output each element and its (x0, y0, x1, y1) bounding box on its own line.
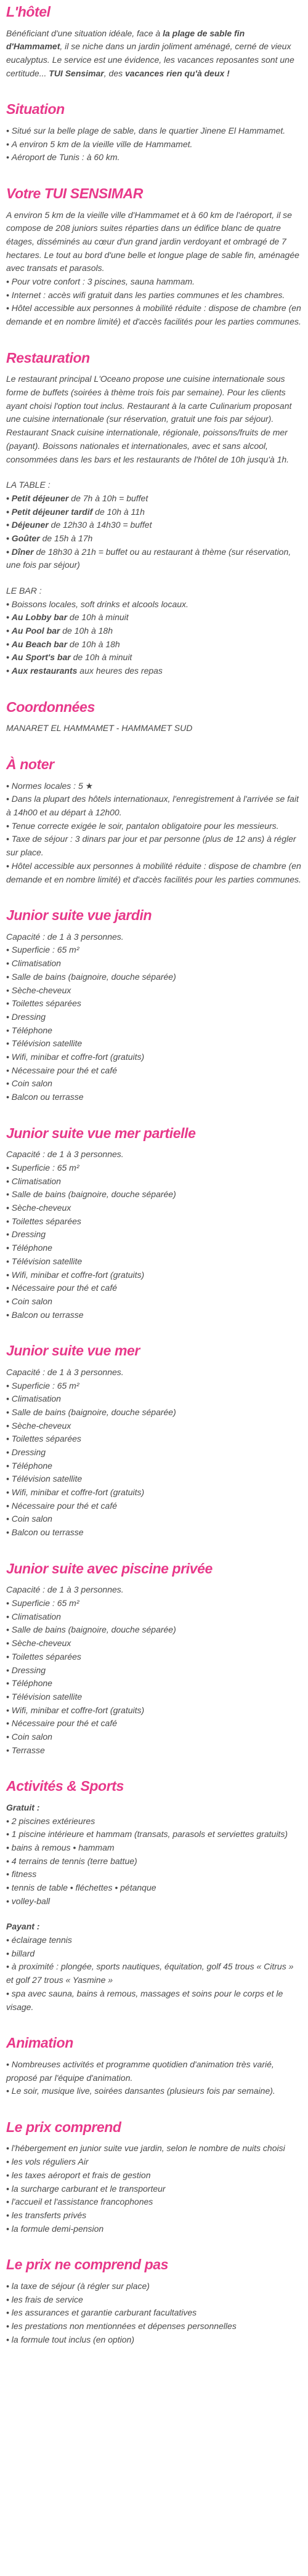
meal-name: Goûter (11, 533, 40, 543)
list-item: • Toilettes séparées (6, 1650, 302, 1664)
bar-time: de 10h à 18h (67, 639, 120, 649)
list-item: • tennis de table • fléchettes • pétanque (6, 1881, 302, 1895)
list-item: • Toilettes séparées (6, 1215, 302, 1229)
list-item: • volley-ball (6, 1895, 302, 1908)
list-item: • Balcon ou terrasse (6, 1309, 302, 1322)
bar-name: Au Lobby bar (11, 612, 68, 623)
list-item (6, 506, 302, 519)
suite-capacity: Capacité : de 1 à 3 personnes. (6, 1367, 124, 1377)
list-item: • Nécessaire pour thé et café (6, 1717, 302, 1730)
list-item: • Internet : accès wifi gratuit dans les parties communes et les chambres. (6, 289, 302, 302)
votre-list (6, 275, 302, 329)
suite-amenities-list (6, 1597, 302, 1757)
list-item: • billard (6, 1947, 302, 1961)
list-item: • Coin salon (6, 1295, 302, 1309)
bar-name: Au Sport's bar (11, 652, 71, 663)
list-item: • Salle de bains (baignoire, douche séparée) (6, 1623, 302, 1637)
hotel-intro-mid: , il se niche dans un jardin joliment aménagé, cerné de vieux eucalyptus. Le service est une évidence, les vacances reposantes sont une certitude... (6, 41, 294, 78)
list-item (6, 664, 302, 678)
list-item: • 4 terrains de tennis (terre battue) (6, 1855, 302, 1868)
activites-free-title: Gratuit : (6, 1802, 40, 1812)
meal-name: Déjeuner (11, 520, 49, 530)
list-item: • la taxe de séjour (à régler sur place) (6, 2280, 302, 2293)
bar-list (6, 598, 302, 678)
section-suite-mer (6, 1343, 302, 1540)
list-item: • les assurances et garantie carburant facultatives (6, 2306, 302, 2320)
list-item: • la surcharge carburant et le transporteur (6, 2182, 302, 2196)
list-item: • Téléphone (6, 1677, 302, 1690)
list-item: • Nécessaire pour thé et café (6, 1064, 302, 1078)
section-title-suite-piscine-privee: Junior suite avec piscine privée (6, 1560, 213, 1577)
list-item: • Coin salon (6, 1077, 302, 1091)
situation-list (6, 124, 302, 164)
list-item: • Climatisation (6, 957, 302, 971)
list-item: • Terrasse (6, 1744, 302, 1758)
list-item: • Téléphone (6, 1242, 302, 1255)
list-item: • Sèche-cheveux (6, 1637, 302, 1650)
section-prix-ne-comprend-pas (6, 2256, 302, 2346)
list-item: • Salle de bains (baignoire, douche séparée) (6, 1406, 302, 1419)
list-item: • Nécessaire pour thé et café (6, 1282, 302, 1295)
list-item: • Aéroport de Tunis : à 60 km. (6, 151, 302, 164)
prix-ne-comprend-list (6, 2280, 302, 2346)
list-item: • Télévision satellite (6, 1255, 302, 1269)
list-item: • Hôtel accessible aux personnes à mobilité réduite : dispose de chambre (en demande et en nombre limité) et d'accès facilités pour les parties communes. (6, 860, 302, 886)
bar-time: aux heures des repas (77, 666, 163, 676)
list-item: • Coin salon (6, 1512, 302, 1526)
bar-time: de 10h à minuit (70, 652, 132, 663)
list-item: • Wifi, minibar et coffre-fort (gratuits) (6, 1704, 302, 1718)
bar-name: Au Pool bar (11, 626, 60, 636)
a-noter-list (6, 780, 302, 887)
hotel-intro-beach: la plage de sable fin d'Hammamet (6, 28, 245, 52)
section-title-a-noter: À noter (6, 756, 54, 773)
list-item: • Superficie : 65 m² (6, 1161, 302, 1175)
meal-list (6, 492, 302, 572)
list-item: • les vols réguliers Air (6, 2155, 302, 2169)
section-suite-mer-partielle (6, 1125, 302, 1322)
animation-list (6, 2058, 302, 2098)
list-item: • Salle de bains (baignoire, douche séparée) (6, 1188, 302, 1201)
list-item: • Situé sur la belle plage de sable, dans le quartier Jinene El Hammamet. (6, 124, 302, 138)
meal-time: de 12h30 à 14h30 = buffet (48, 520, 152, 530)
list-item: • Salle de bains (baignoire, douche séparée) (6, 971, 302, 984)
list-item: • bains à remous • hammam (6, 1841, 302, 1855)
meal-time: de 18h30 à 21h = buffet ou au restaurant à thème (sur réservation, une fois par séjour) (6, 546, 291, 570)
list-item: • Climatisation (6, 1392, 302, 1406)
list-item: • Wifi, minibar et coffre-fort (gratuits) (6, 1486, 302, 1500)
list-item: • fitness (6, 1868, 302, 1881)
list-item (6, 624, 302, 638)
suite-capacity: Capacité : de 1 à 3 personnes. (6, 1585, 124, 1595)
meal-name: Dîner (11, 546, 34, 557)
list-item: • Le soir, musique live, soirées dansantes (plusieurs fois par semaine). (6, 2085, 302, 2098)
list-item: • Superficie : 65 m² (6, 943, 302, 957)
list-item (6, 651, 302, 664)
list-item: • Coin salon (6, 1730, 302, 1744)
list-item: • Sèche-cheveux (6, 1201, 302, 1215)
prix-comprend-list (6, 2142, 302, 2235)
section-title-activites: Activités & Sports (6, 1778, 124, 1795)
bar-time: Boissons locales, soft drinks et alcools locaux. (11, 599, 188, 609)
list-item: • Dressing (6, 1011, 302, 1024)
meal-name: Petit déjeuner (11, 493, 69, 503)
list-item: • Pour votre confort : 3 piscines, sauna hammam. (6, 275, 302, 289)
list-item: • à proximité : plongée, sports nautiques, équitation, golf 45 trous « Citrus » et golf 27 trous « Yasmine » (6, 1960, 302, 1987)
list-item: • Sèche-cheveux (6, 984, 302, 998)
hotel-intro-pre: Bénéficiant d'une situation idéale, face à (6, 28, 163, 38)
list-item: • Climatisation (6, 1175, 302, 1189)
list-item: • Sèche-cheveux (6, 1419, 302, 1433)
hotel-intro-brand: TUI Sensimar (49, 68, 104, 78)
section-title-suite-mer: Junior suite vue mer (6, 1343, 140, 1359)
hotel-intro (6, 27, 302, 81)
list-item: • les prestations non mentionnées et dépenses personnelles (6, 2320, 302, 2333)
section-title-restauration: Restauration (6, 349, 90, 366)
section-title-hotel: L'hôtel (6, 4, 51, 20)
list-item (6, 492, 302, 506)
list-item: • Balcon ou terrasse (6, 1091, 302, 1104)
list-item (6, 519, 302, 532)
list-item: • Taxe de séjour : 3 dinars par jour et par personne (plus de 12 ans) à régler sur place. (6, 833, 302, 859)
list-item: • Dressing (6, 1446, 302, 1460)
suite-capacity: Capacité : de 1 à 3 personnes. (6, 931, 124, 942)
list-item: • Nécessaire pour thé et café (6, 1500, 302, 1513)
list-item (6, 532, 302, 546)
bar-time: de 10h à minuit (67, 612, 129, 623)
section-restauration (6, 350, 302, 678)
section-suite-jardin (6, 907, 302, 1104)
suite-amenities-list (6, 1161, 302, 1322)
list-item: • Dressing (6, 1228, 302, 1242)
list-item: • Télévision satellite (6, 1037, 302, 1051)
list-item: • Superficie : 65 m² (6, 1597, 302, 1610)
activites-paid-title: Payant : (6, 1921, 40, 1932)
votre-text: A environ 5 km de la vieille ville d'Hammamet et à 60 km de l'aéroport, il se compose de 208 juniors suites réparties dans un édifice blanc de quatre étages, disséminés au cœur d'un grand jardin verdoyant et ombragé de 7 hectares. Le tout au bord d'une belle et longue plage de sable fin, aménagée avec transats et parasols. (6, 209, 299, 273)
section-title-suite-jardin: Junior suite vue jardin (6, 907, 152, 924)
list-item: • les transferts privés (6, 2209, 302, 2223)
list-item: • Toilettes séparées (6, 1432, 302, 1446)
list-item: • Hôtel accessible aux personnes à mobilité réduite : dispose de chambre (en demande et en nombre limité) et d'accès facilités pour les parties communes. (6, 302, 302, 328)
section-title-prix-ne-comprend-pas: Le prix ne comprend pas (6, 2256, 169, 2273)
list-item: • Télévision satellite (6, 1690, 302, 1704)
section-title-situation: Situation (6, 101, 65, 118)
list-item (6, 546, 302, 572)
list-item: • éclairage tennis (6, 1934, 302, 1947)
section-title-votre: Votre TUI SENSIMAR (6, 185, 143, 201)
list-item: • l'accueil et l'assistance francophones (6, 2195, 302, 2209)
list-item: • Wifi, minibar et coffre-fort (gratuits) (6, 1051, 302, 1064)
list-item: • la formule demi-pension (6, 2223, 302, 2236)
section-situation (6, 101, 302, 164)
suite-capacity: Capacité : de 1 à 3 personnes. (6, 1149, 124, 1160)
coordonnees-address: MANARET EL HAMMAMET - HAMMAMET SUD (6, 723, 193, 733)
section-a-noter (6, 756, 302, 886)
list-item: • Tenue correcte exigée le soir, pantalon obligatoire pour les messieurs. (6, 820, 302, 833)
list-item: • spa avec sauna, bains à remous, massages et soins pour le corps et le visage. (6, 1987, 302, 2014)
list-item: • l'hébergement en junior suite vue jardin, selon le nombre de nuits choisi (6, 2142, 302, 2155)
list-item: • Téléphone (6, 1460, 302, 1473)
list-item: • les taxes aéroport et frais de gestion (6, 2169, 302, 2182)
bar-name: Au Beach bar (11, 639, 68, 649)
section-title-suite-mer-partielle: Junior suite vue mer partielle (6, 1124, 196, 1141)
suite-amenities-list (6, 943, 302, 1104)
list-item: • Télévision satellite (6, 1472, 302, 1486)
list-item: • Toilettes séparées (6, 997, 302, 1011)
list-item (6, 611, 302, 624)
bar-time: de 10h à 18h (60, 626, 113, 636)
list-item (6, 598, 302, 612)
section-title-animation: Animation (6, 2035, 73, 2051)
list-item: • Nombreuses activités et programme quotidien d'animation très varié, proposé par l'équipe d'animation. (6, 2058, 302, 2085)
meal-time: de 10h à 11h (92, 506, 145, 517)
list-item: • Superficie : 65 m² (6, 1379, 302, 1393)
meal-name: Petit déjeuner tardif (11, 506, 93, 517)
table-title: LA TABLE : (6, 480, 51, 490)
activites-paid-list (6, 1934, 302, 2014)
list-item: • 1 piscine intérieure et hammam (transats, parasols et serviettes gratuits) (6, 1828, 302, 1841)
bar-title: LE BAR : (6, 586, 42, 596)
list-item (6, 638, 302, 652)
section-suite-piscine-privee (6, 1561, 302, 1758)
hotel-intro-tagline: vacances rien qu'à deux ! (125, 68, 230, 78)
meal-time: de 7h à 10h = buffet (68, 493, 148, 503)
restauration-text: Le restaurant principal L'Oceano propose une cuisine internationale sous forme de buffets (soirées à thème trois fois par semaine). Pour les clients ayant choisi l'option tout inclus. Restaurant à la carte Culinarium proposant une cuisine internationale (sur réservation, gratuit une fois par séjour). Restaurant Snack cuisine internationale, régionale, poissons/fruits de mer (payant). Boissons nationales et internationales, avec et sans alcool, consommées dans les bars et les restaurants de l'hôtel de 10h jusqu'à 1h. (6, 374, 292, 464)
list-item: • Wifi, minibar et coffre-fort (gratuits) (6, 1269, 302, 1282)
section-votre (6, 185, 302, 329)
activites-free-list (6, 1815, 302, 1908)
list-item: • 2 piscines extérieures (6, 1815, 302, 1828)
section-hotel (6, 4, 302, 80)
list-item: • Dans la plupart des hôtels internationaux, l'enregistrement à l'arrivée se fait à 14h00 et au départ à 12h00. (6, 793, 302, 819)
bar-name: Aux restaurants (11, 666, 78, 676)
list-item: • A environ 5 km de la vieille ville de Hammamet. (6, 138, 302, 151)
suite-amenities-list (6, 1379, 302, 1540)
section-title-coordonnees: Coordonnées (6, 698, 95, 715)
section-title-prix-comprend: Le prix comprend (6, 2118, 121, 2135)
section-prix-comprend (6, 2119, 302, 2235)
section-animation (6, 2035, 302, 2098)
hotel-intro-post: , des (103, 68, 125, 78)
list-item: • Balcon ou terrasse (6, 1526, 302, 1540)
section-coordonnees (6, 699, 302, 735)
meal-time: de 15h à 17h (39, 533, 93, 543)
list-item: • les frais de service (6, 2293, 302, 2307)
list-item: • Climatisation (6, 1610, 302, 1624)
list-item: • Dressing (6, 1664, 302, 1678)
list-item: • la formule tout inclus (en option) (6, 2333, 302, 2347)
list-item: • Normes locales : 5 ★ (6, 780, 302, 793)
section-activites (6, 1778, 302, 2014)
list-item: • Téléphone (6, 1024, 302, 1038)
